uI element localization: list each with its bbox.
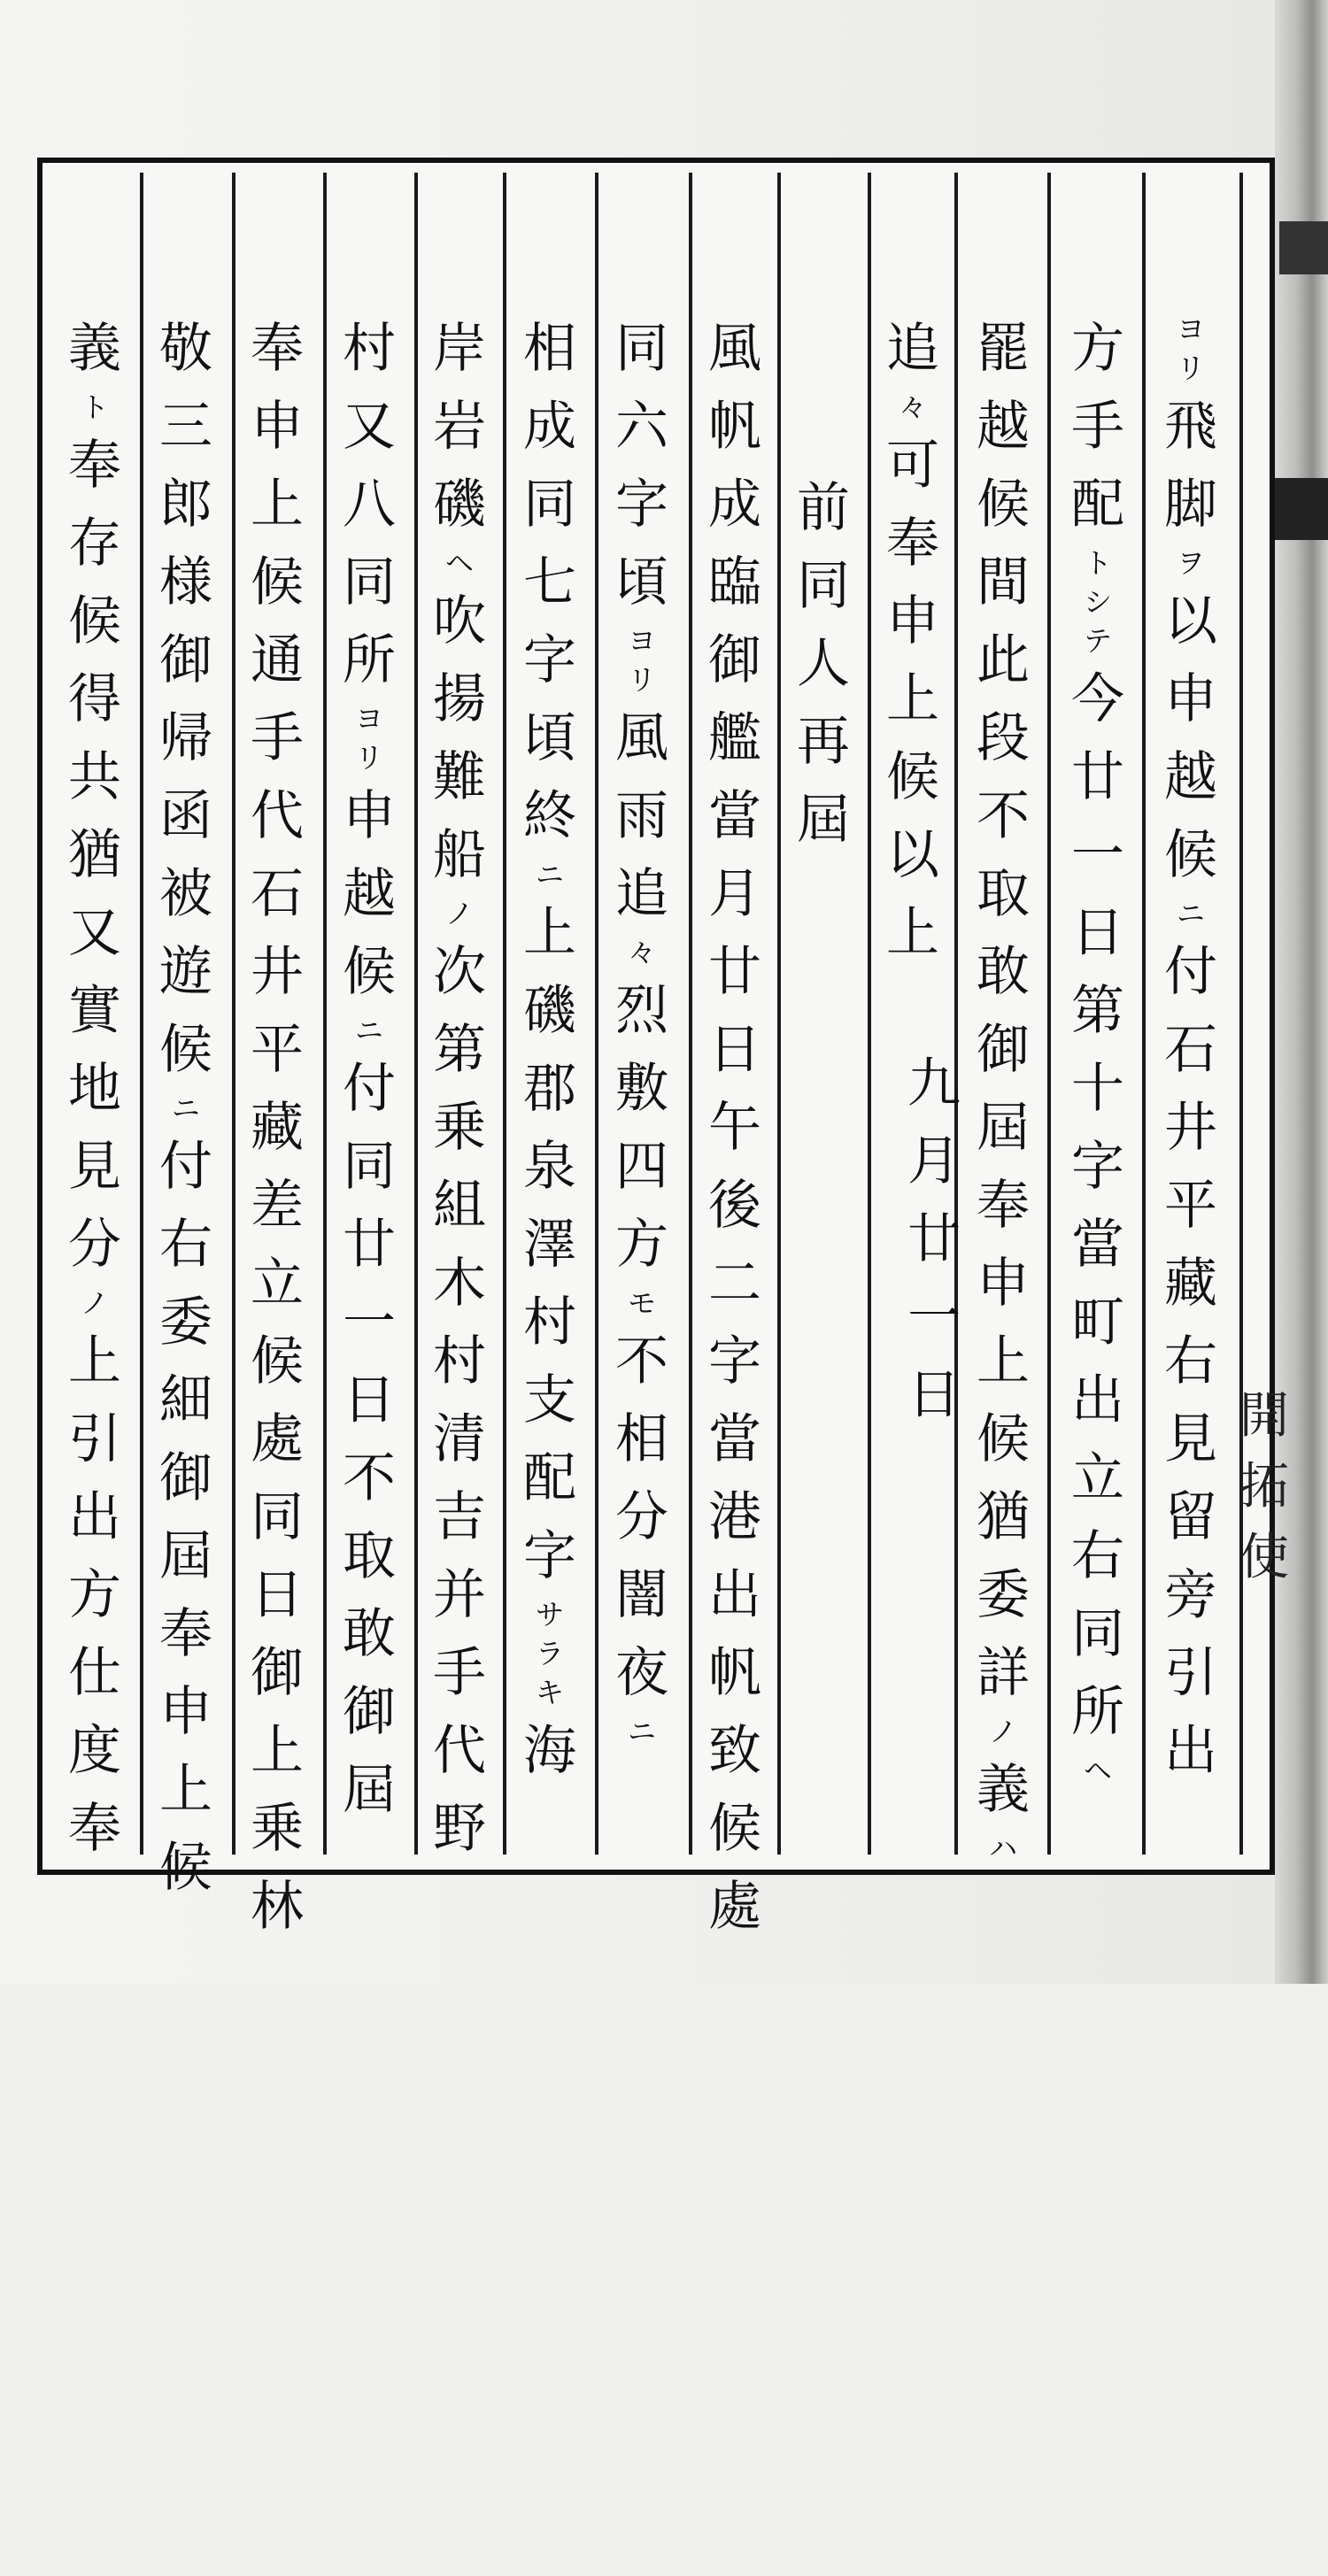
glyph: 申 <box>251 396 304 458</box>
glyph: 三 <box>159 396 212 458</box>
glyph: 十 <box>1071 1058 1124 1120</box>
glyph: 義 <box>68 318 121 380</box>
glyph: 候 <box>977 474 1030 536</box>
glyph: 屆 <box>343 1759 396 1821</box>
glyph: 同 <box>343 1136 396 1198</box>
glyph: ヨ <box>1176 312 1205 346</box>
glyph: 又 <box>68 902 121 964</box>
glyph: 所 <box>1071 1681 1124 1743</box>
glyph: 所 <box>343 629 396 691</box>
glyph: 平 <box>251 1019 304 1081</box>
glyph: 八 <box>343 474 396 536</box>
column-rule <box>1239 173 1243 1855</box>
glyph: 猶 <box>68 824 121 886</box>
glyph: 午 <box>708 1097 761 1159</box>
glyph: ヘ <box>1083 1754 1112 1787</box>
glyph: ヨ <box>627 624 656 658</box>
glyph: 屆 <box>159 1525 212 1587</box>
glyph: 候 <box>159 1837 212 1899</box>
glyph: 使 <box>1239 1529 1289 1586</box>
text-column <box>55 310 135 1860</box>
glyph: 再 <box>797 711 850 773</box>
glyph: 委 <box>159 1292 212 1354</box>
glyph: 野 <box>433 1798 486 1860</box>
glyph: 屆 <box>797 789 850 851</box>
text-column <box>510 310 590 1841</box>
glyph: 石 <box>251 863 304 925</box>
glyph: 岸 <box>433 318 486 380</box>
glyph: 字 <box>523 1525 576 1587</box>
glyph: 一 <box>343 1292 396 1354</box>
glyph: 六 <box>615 396 668 458</box>
glyph: 成 <box>708 474 761 536</box>
glyph: 町 <box>1071 1292 1124 1354</box>
glyph: 奉 <box>251 318 304 380</box>
text-column <box>1058 310 1138 1841</box>
glyph: 處 <box>708 1876 761 1938</box>
glyph: ニ <box>627 1715 656 1748</box>
glyph: ノ <box>80 1286 109 1320</box>
glyph: 開 <box>1239 1387 1289 1445</box>
glyph: 帆 <box>708 1642 761 1704</box>
glyph: 不 <box>343 1447 396 1509</box>
glyph: 并 <box>433 1564 486 1626</box>
glyph: 付 <box>159 1136 212 1198</box>
glyph: 存 <box>68 513 121 575</box>
text-column <box>420 310 499 1860</box>
glyph: 闇 <box>615 1564 668 1626</box>
glyph: 敷 <box>615 1058 668 1120</box>
glyph: ニ <box>354 1014 383 1047</box>
glyph: 取 <box>977 863 1030 925</box>
column-rule <box>1047 173 1051 1855</box>
glyph: 帆 <box>708 396 761 458</box>
glyph: 廿 <box>907 1208 961 1270</box>
glyph: ニ <box>535 858 564 891</box>
glyph: 出 <box>1071 1369 1124 1431</box>
book-edge <box>1275 0 1328 1984</box>
glyph: 右 <box>1164 1330 1217 1392</box>
glyph: 義 <box>977 1759 1030 1821</box>
glyph: 日 <box>907 1364 961 1426</box>
glyph: 御 <box>977 1019 1030 1081</box>
glyph: サ <box>535 1598 564 1631</box>
glyph: 候 <box>1164 824 1217 886</box>
glyph: 得 <box>68 668 121 730</box>
glyph: 字 <box>1071 1136 1124 1198</box>
glyph: リ <box>354 741 383 775</box>
glyph: 第 <box>1071 980 1124 1042</box>
glyph: 見 <box>68 1136 121 1198</box>
glyph: 上 <box>523 902 576 964</box>
column-rule <box>868 173 871 1855</box>
glyph: 細 <box>159 1369 212 1431</box>
glyph: 地 <box>68 1058 121 1120</box>
glyph: 木 <box>433 1253 486 1315</box>
glyph: 當 <box>708 1408 761 1470</box>
glyph: 仕 <box>68 1642 121 1704</box>
column-rule <box>503 173 506 1855</box>
glyph: 申 <box>1164 668 1217 730</box>
glyph: 藏 <box>251 1097 304 1159</box>
glyph: 當 <box>1071 1214 1124 1276</box>
column-rule <box>1142 173 1146 1855</box>
glyph: 村 <box>343 318 396 380</box>
glyph: ト <box>80 390 109 424</box>
glyph: 付 <box>343 1058 396 1120</box>
glyph: 石 <box>1164 1019 1217 1081</box>
glyph: 引 <box>1164 1642 1217 1704</box>
glyph: 同 <box>615 318 668 380</box>
glyph: ヨ <box>354 702 383 736</box>
glyph: 奉 <box>68 1798 121 1860</box>
glyph: ノ <box>444 897 474 930</box>
glyph: 帰 <box>159 707 212 769</box>
glyph: 委 <box>977 1564 1030 1626</box>
glyph: 候 <box>977 1408 1030 1470</box>
edge-mark <box>1275 478 1328 540</box>
glyph: 越 <box>343 863 396 925</box>
glyph: 成 <box>523 396 576 458</box>
glyph: 乗 <box>433 1097 486 1159</box>
glyph: 立 <box>251 1253 304 1315</box>
glyph: 同 <box>251 1486 304 1548</box>
glyph: 様 <box>159 551 212 613</box>
glyph: 磯 <box>433 474 486 536</box>
glyph: ハ <box>988 1832 1017 1865</box>
glyph: 候 <box>251 551 304 613</box>
glyph: 日 <box>1071 902 1124 964</box>
glyph: 御 <box>159 629 212 691</box>
glyph: 出 <box>68 1486 121 1548</box>
glyph: 候 <box>68 590 121 652</box>
glyph: 候 <box>251 1330 304 1392</box>
glyph: 敢 <box>343 1603 396 1665</box>
glyph: 右 <box>1071 1525 1124 1587</box>
glyph: 船 <box>433 824 486 886</box>
glyph: 一 <box>1071 824 1124 886</box>
text-column <box>1151 310 1231 1841</box>
glyph: 同 <box>343 551 396 613</box>
glyph: 追 <box>615 863 668 925</box>
glyph: 村 <box>523 1292 576 1354</box>
glyph: 月 <box>708 863 761 925</box>
glyph: 第 <box>433 1019 486 1081</box>
glyph: 同 <box>797 555 850 617</box>
glyph: 候 <box>343 941 396 1003</box>
glyph: 日 <box>343 1369 396 1431</box>
glyph: 海 <box>523 1720 576 1782</box>
glyph: テ <box>1083 624 1112 658</box>
glyph: 上 <box>68 1330 121 1392</box>
glyph: 同 <box>1071 1603 1124 1665</box>
glyph: 致 <box>708 1720 761 1782</box>
glyph: 々 <box>898 390 927 424</box>
glyph: 段 <box>977 707 1030 769</box>
glyph: 出 <box>1164 1720 1217 1782</box>
glyph: 方 <box>615 1214 668 1276</box>
glyph: 艦 <box>708 707 761 769</box>
glyph: 頃 <box>523 707 576 769</box>
glyph: シ <box>1083 585 1112 619</box>
glyph: 又 <box>343 396 396 458</box>
glyph: 處 <box>251 1408 304 1470</box>
glyph: 磯 <box>523 980 576 1042</box>
glyph: 上 <box>251 1720 304 1782</box>
glyph: 廿 <box>1071 746 1124 808</box>
glyph: 夜 <box>615 1642 668 1704</box>
glyph: 相 <box>523 318 576 380</box>
glyph: 頃 <box>615 551 668 613</box>
glyph: 相 <box>615 1408 668 1470</box>
glyph: 留 <box>1164 1486 1217 1548</box>
glyph: ヘ <box>444 546 474 580</box>
glyph: 申 <box>343 785 396 847</box>
glyph: 平 <box>1164 1175 1217 1237</box>
glyph: 通 <box>251 629 304 691</box>
glyph: 猶 <box>977 1486 1030 1548</box>
glyph: 吉 <box>433 1486 486 1548</box>
glyph: 烈 <box>615 980 668 1042</box>
glyph: 立 <box>1071 1447 1124 1509</box>
glyph: 奉 <box>68 435 121 497</box>
glyph: 手 <box>251 707 304 769</box>
glyph: ト <box>1083 546 1112 580</box>
glyph: 配 <box>1071 474 1124 536</box>
glyph: 可 <box>886 435 939 497</box>
glyph: 支 <box>523 1369 576 1431</box>
glyph: 以 <box>1164 590 1217 652</box>
glyph: 函 <box>159 785 212 847</box>
glyph: 手 <box>1071 396 1124 458</box>
glyph: ノ <box>988 1715 1017 1748</box>
glyph: 風 <box>615 707 668 769</box>
glyph: 手 <box>433 1642 486 1704</box>
glyph: 候 <box>886 746 939 808</box>
glyph: 追 <box>886 318 939 380</box>
glyph: 上 <box>886 668 939 730</box>
glyph: 今 <box>1071 668 1124 730</box>
glyph: 澤 <box>523 1214 576 1276</box>
column-rule <box>595 173 598 1855</box>
glyph: 分 <box>615 1486 668 1548</box>
edge-tab-label <box>1238 1381 1291 1593</box>
glyph: 代 <box>251 785 304 847</box>
glyph: 港 <box>708 1486 761 1548</box>
glyph: 取 <box>343 1525 396 1587</box>
glyph: 申 <box>886 590 939 652</box>
glyph: 日 <box>708 1019 761 1081</box>
glyph: 終 <box>523 785 576 847</box>
glyph: 出 <box>708 1564 761 1626</box>
glyph: 御 <box>343 1681 396 1743</box>
glyph: 郡 <box>523 1058 576 1120</box>
glyph: 屆 <box>977 1097 1030 1159</box>
glyph: 不 <box>977 785 1030 847</box>
glyph: 遊 <box>159 941 212 1003</box>
glyph: 岩 <box>433 396 486 458</box>
glyph: 乗 <box>251 1798 304 1860</box>
glyph: 字 <box>708 1330 761 1392</box>
glyph: 々 <box>627 936 656 969</box>
glyph: 風 <box>708 318 761 380</box>
column-rule <box>232 173 235 1855</box>
glyph: 吹 <box>433 590 486 652</box>
glyph: 廿 <box>708 941 761 1003</box>
glyph: 次 <box>433 941 486 1003</box>
column-rule <box>689 173 692 1855</box>
glyph: モ <box>627 1286 656 1320</box>
glyph: 井 <box>251 941 304 1003</box>
glyph: 字 <box>615 474 668 536</box>
glyph: 不 <box>615 1330 668 1392</box>
glyph: ニ <box>171 1091 200 1125</box>
glyph: 候 <box>708 1798 761 1860</box>
glyph: 越 <box>977 396 1030 458</box>
glyph: 一 <box>907 1286 961 1348</box>
glyph: 詳 <box>977 1642 1030 1704</box>
glyph: ヲ <box>1176 546 1205 580</box>
glyph: 九 <box>907 1053 961 1114</box>
text-column <box>146 310 226 1899</box>
glyph: 奉 <box>886 513 939 575</box>
glyph: 右 <box>159 1214 212 1276</box>
glyph: 敢 <box>977 941 1030 1003</box>
glyph: 後 <box>708 1175 761 1237</box>
glyph: 配 <box>523 1447 576 1509</box>
glyph: 付 <box>1164 941 1217 1003</box>
glyph: 旁 <box>1164 1564 1217 1626</box>
glyph: ニ <box>1176 897 1205 930</box>
text-column <box>329 310 409 1841</box>
glyph: 被 <box>159 863 212 925</box>
glyph: 引 <box>68 1408 121 1470</box>
glyph: 此 <box>977 629 1030 691</box>
glyph: 度 <box>68 1720 121 1782</box>
glyph: 村 <box>433 1330 486 1392</box>
glyph: 上 <box>977 1330 1030 1392</box>
glyph: 申 <box>159 1681 212 1743</box>
glyph: 泉 <box>523 1136 576 1198</box>
glyph: 井 <box>1164 1097 1217 1159</box>
glyph: 差 <box>251 1175 304 1237</box>
text-column <box>602 310 682 1841</box>
glyph: 組 <box>433 1175 486 1237</box>
column-rule <box>777 173 781 1855</box>
text-column <box>784 469 863 2001</box>
glyph: 見 <box>1164 1408 1217 1470</box>
glyph: 分 <box>68 1214 121 1276</box>
glyph: 七 <box>523 551 576 613</box>
glyph: 清 <box>433 1408 486 1470</box>
glyph: 人 <box>797 633 850 695</box>
text-column <box>237 310 317 1938</box>
glyph: 奉 <box>159 1603 212 1665</box>
text-column <box>963 310 1043 1865</box>
glyph: 廿 <box>343 1214 396 1276</box>
glyph: 奉 <box>977 1175 1030 1237</box>
glyph: 林 <box>251 1876 304 1938</box>
column-rule <box>323 173 327 1855</box>
date-column <box>894 1045 974 2576</box>
glyph: 上 <box>886 902 939 964</box>
glyph: 上 <box>251 474 304 536</box>
column-rule <box>140 173 143 1855</box>
glyph: 越 <box>1164 746 1217 808</box>
glyph: 前 <box>797 477 850 539</box>
glyph: 以 <box>886 824 939 886</box>
glyph: 罷 <box>977 318 1030 380</box>
glyph: 實 <box>68 980 121 1042</box>
glyph: 共 <box>68 746 121 808</box>
glyph: 脚 <box>1164 474 1217 536</box>
column-rule <box>414 173 418 1855</box>
glyph: 二 <box>708 1253 761 1315</box>
glyph: 郎 <box>159 474 212 536</box>
glyph: 四 <box>615 1136 668 1198</box>
glyph: 御 <box>159 1447 212 1509</box>
glyph: 當 <box>708 785 761 847</box>
glyph: 上 <box>159 1759 212 1821</box>
glyph: 方 <box>1071 318 1124 380</box>
glyph: 飛 <box>1164 396 1217 458</box>
glyph: 拓 <box>1239 1458 1289 1516</box>
glyph: 難 <box>433 746 486 808</box>
glyph: 藏 <box>1164 1253 1217 1315</box>
glyph: ラ <box>535 1637 564 1670</box>
glyph: 方 <box>68 1564 121 1626</box>
glyph: リ <box>627 663 656 697</box>
glyph: 御 <box>251 1642 304 1704</box>
glyph: 同 <box>523 474 576 536</box>
glyph: 字 <box>523 629 576 691</box>
glyph: 間 <box>977 551 1030 613</box>
glyph: 雨 <box>615 785 668 847</box>
glyph: 日 <box>251 1564 304 1626</box>
text-column <box>695 310 775 1938</box>
glyph: 御 <box>708 629 761 691</box>
edge-mark <box>1279 221 1328 274</box>
glyph: 揚 <box>433 668 486 730</box>
glyph: リ <box>1176 351 1205 385</box>
glyph: 申 <box>977 1253 1030 1315</box>
glyph: キ <box>535 1676 564 1709</box>
glyph: 月 <box>907 1130 961 1192</box>
glyph: 代 <box>433 1720 486 1782</box>
glyph: 候 <box>159 1019 212 1081</box>
glyph: 敬 <box>159 318 212 380</box>
glyph: 臨 <box>708 551 761 613</box>
